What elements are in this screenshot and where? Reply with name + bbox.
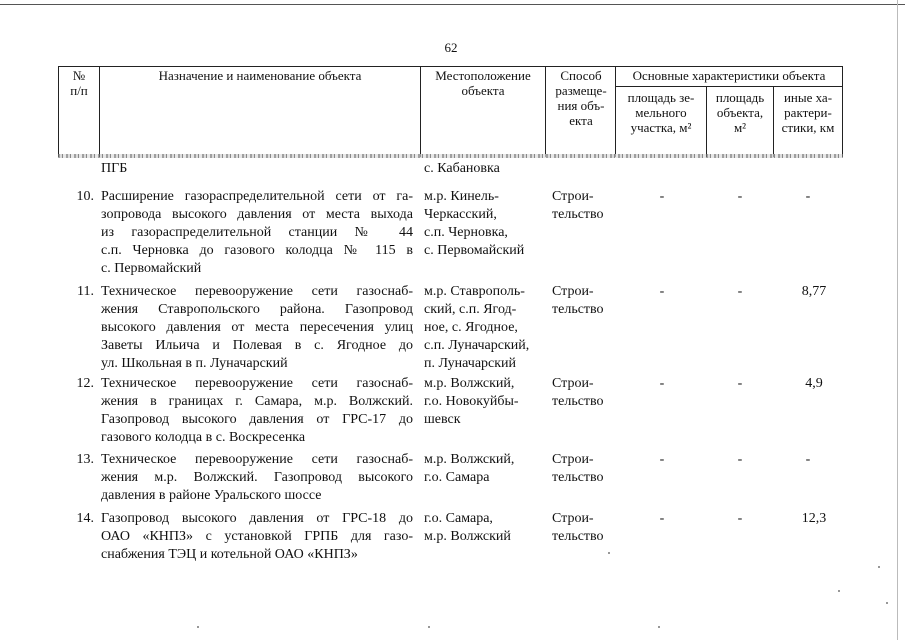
row-number: 13. (76, 452, 94, 467)
col-border (99, 66, 100, 157)
row-location: м.р. Волжский, г.о. Самара (424, 452, 515, 485)
row-location: м.р. Ставрополь- ский, с.п. Ягод- ное, с. Ягодное, с.п. Луначарский, п. Луначарский (424, 284, 530, 371)
page-number: 62 (444, 40, 458, 55)
header-other: иные ха- рактери- стики, км (781, 90, 835, 135)
row-name: Расширение газораспределительной сети от га- зопровода высокого давления от места выхода из газораспределительной станции № 44 с.п. Черновка до газового колодца № 115 в с. Первомайский (101, 189, 413, 276)
row-land-area: - (659, 376, 665, 391)
row-number: 14. (76, 511, 94, 526)
row-method: Строи- тельство (552, 452, 604, 485)
scan-speck (658, 626, 660, 628)
scan-speck (878, 566, 880, 568)
row-name: Газопровод высокого давления от ГРС-18 до ОАО «КНПЗ» с установкой ГРПБ для газо- снабжения ТЭЦ и котельной ОАО «КНПЗ» (101, 511, 413, 562)
col-border (545, 66, 546, 157)
header-top-border (58, 66, 843, 67)
row-other: - (805, 189, 811, 204)
header-sub-border (615, 86, 843, 87)
row-name: Техническое перевооружение сети газоснаб- жения в границах г. Самара, м.р. Волжский. Газопровод высокого давления от ГРС-17 до газового колодца в с. Воскресенка (101, 376, 413, 445)
row-land-area: - (659, 452, 665, 467)
row-number: 12. (76, 376, 94, 391)
row-other: - (805, 452, 811, 467)
col-border (420, 66, 421, 157)
scan-top-edge (0, 4, 905, 5)
row-other: 4,9 (805, 376, 823, 391)
row-number: 11. (77, 284, 94, 299)
col-border (773, 86, 774, 157)
scan-speck (608, 552, 610, 554)
col-border (706, 86, 707, 157)
header-name: Назначение и наименование объекта (158, 68, 362, 83)
row-object-area: - (737, 376, 743, 391)
row-object-area: - (737, 452, 743, 467)
row-location: м.р. Кинель- Черкасский, с.п. Черновка, с. Первомайский (424, 189, 525, 258)
row-other: 12,3 (801, 511, 827, 526)
carry-name: ПГБ (101, 161, 128, 176)
row-method: Строи- тельство (552, 376, 604, 409)
header-main-characteristics: Основные характеристики объекта (632, 68, 826, 83)
row-method: Строи- тельство (552, 284, 604, 317)
scan-speck (428, 626, 430, 628)
header-location: Местоположение объекта (435, 68, 531, 98)
row-name: Техническое перевооружение сети газоснаб- жения Ставропольского района. Газопровод высокого давления от места пересечения улиц Заветы Ильича и Полевая в с. Ягодное до ул. Школьная в п. Луначарский (101, 284, 413, 371)
row-location: г.о. Самара, м.р. Волжский (424, 511, 511, 544)
row-location: м.р. Волжский, г.о. Новокуйбы- шевск (424, 376, 519, 427)
scan-speck (886, 602, 888, 604)
header-method: Способ размеще- ния объ- екта (555, 68, 607, 128)
col-border (58, 66, 59, 157)
row-land-area: - (659, 511, 665, 526)
row-method: Строи- тельство (552, 189, 604, 222)
scan-speck (197, 626, 199, 628)
scan-right-edge (897, 0, 898, 640)
row-object-area: - (737, 189, 743, 204)
row-land-area: - (659, 284, 665, 299)
header-land-area: площадь зе- мельного участка, м² (627, 90, 695, 135)
col-border (842, 66, 843, 157)
row-object-area: - (737, 511, 743, 526)
row-number: 10. (76, 189, 94, 204)
row-object-area: - (737, 284, 743, 299)
scan-artifact-line (58, 154, 843, 158)
row-method: Строи- тельство (552, 511, 604, 544)
carry-location: с. Кабановка (424, 161, 500, 176)
header-num: № п/п (70, 68, 88, 98)
row-other: 8,77 (801, 284, 827, 299)
row-land-area: - (659, 189, 665, 204)
header-object-area: площадь объекта, м² (715, 90, 765, 135)
scan-speck (838, 590, 840, 592)
row-name: Техническое перевооружение сети газоснаб- жения м.р. Волжский. Газопровод высокого давления в районе Уральского шоссе (101, 452, 413, 503)
